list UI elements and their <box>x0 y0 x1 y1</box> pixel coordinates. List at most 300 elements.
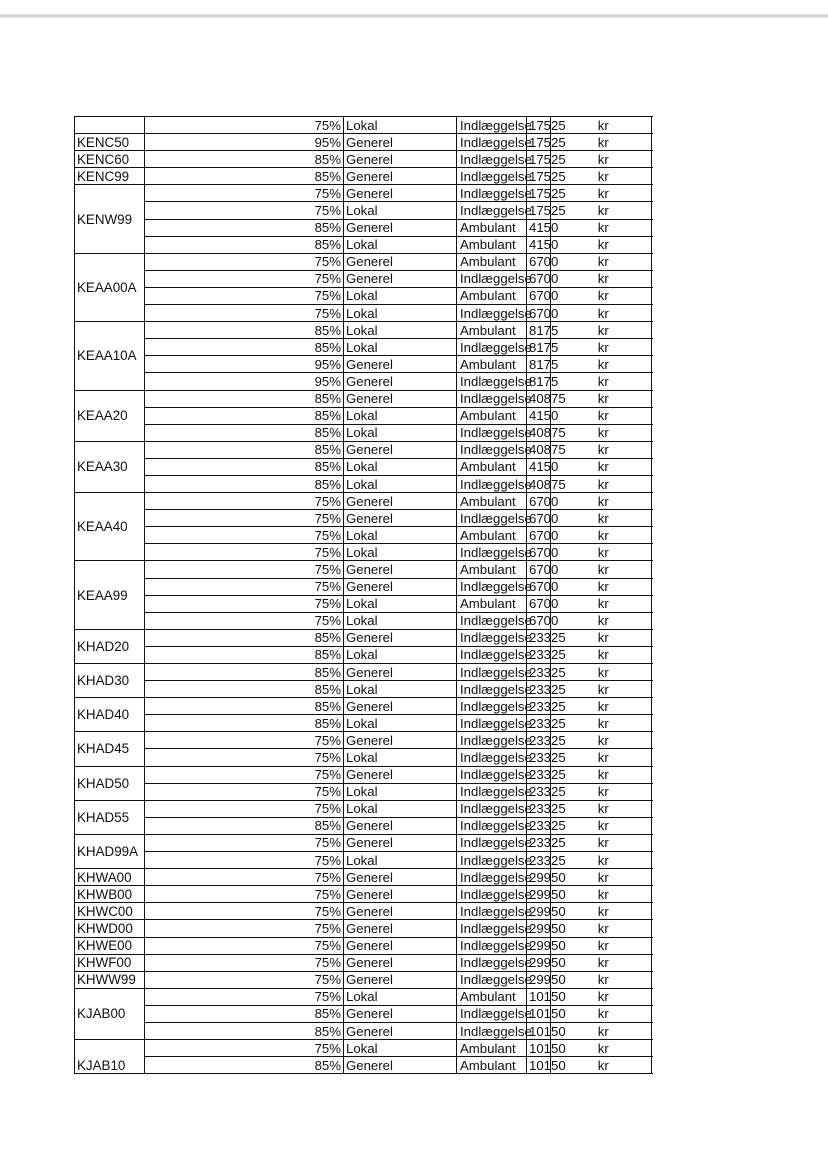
amount-cell: 10150 <box>527 1022 551 1039</box>
admission-type-cell: Ambulant <box>457 356 527 373</box>
amount-cell: 6700 <box>527 493 551 510</box>
blank-cell <box>145 339 269 356</box>
amount-cell: 6700 <box>527 253 551 270</box>
scope-cell: Lokal <box>344 527 457 544</box>
scope-cell: Lokal <box>344 595 457 612</box>
scope-cell: Generel <box>344 664 457 681</box>
currency-cell: kr <box>551 937 652 954</box>
amount-cell: 17525 <box>527 168 551 185</box>
admission-type-cell: Indlæggelse <box>457 646 527 663</box>
blank-cell <box>145 937 269 954</box>
currency-cell: kr <box>551 151 652 168</box>
procedure-code: KENC60 <box>75 151 145 168</box>
admission-type-cell: Ambulant <box>457 1040 527 1057</box>
blank-cell <box>145 698 269 715</box>
procedure-code: KENC99 <box>75 168 145 185</box>
table-row <box>75 886 652 903</box>
blank-cell <box>145 202 269 219</box>
scope-cell: Generel <box>344 869 457 886</box>
scope-cell: Generel <box>344 510 457 527</box>
percentage-cell: 75% <box>269 800 344 817</box>
amount-cell: 29950 <box>527 954 551 971</box>
amount-cell: 23325 <box>527 749 551 766</box>
admission-type-cell: Indlæggelse <box>457 1005 527 1022</box>
table-row <box>75 390 652 407</box>
admission-type-cell: Indlæggelse <box>457 629 527 646</box>
amount-cell: 17525 <box>527 185 551 202</box>
admission-type-cell: Ambulant <box>457 287 527 304</box>
table-row <box>75 373 652 390</box>
scope-cell: Generel <box>344 219 457 236</box>
admission-type-cell: Indlæggelse <box>457 732 527 749</box>
amount-cell: 29950 <box>527 886 551 903</box>
procedure-code: KHAD55 <box>75 800 145 834</box>
currency-cell: kr <box>551 373 652 390</box>
scope-cell: Generel <box>344 1022 457 1039</box>
scope-cell: Lokal <box>344 236 457 253</box>
amount-cell: 23325 <box>527 834 551 851</box>
procedure-code: KHWA00 <box>75 869 145 886</box>
percentage-cell: 85% <box>269 664 344 681</box>
percentage-cell: 85% <box>269 407 344 424</box>
scope-cell: Generel <box>344 441 457 458</box>
currency-cell: kr <box>551 493 652 510</box>
admission-type-cell: Indlæggelse <box>457 681 527 698</box>
procedure-code: KHWE00 <box>75 937 145 954</box>
currency-cell: kr <box>551 698 652 715</box>
table-row <box>75 971 652 988</box>
admission-type-cell: Indlæggelse <box>457 270 527 287</box>
percentage-cell: 85% <box>269 168 344 185</box>
admission-type-cell: Ambulant <box>457 493 527 510</box>
table-row <box>75 117 652 134</box>
blank-cell <box>145 1005 269 1022</box>
table-row <box>75 202 652 219</box>
blank-cell <box>145 475 269 492</box>
amount-cell: 10150 <box>527 1040 551 1057</box>
procedure-code: KJAB10 <box>75 1040 145 1074</box>
blank-cell <box>145 886 269 903</box>
admission-type-cell: Indlæggelse <box>457 817 527 834</box>
admission-type-cell: Indlæggelse <box>457 971 527 988</box>
blank-cell <box>145 236 269 253</box>
scope-cell: Generel <box>344 834 457 851</box>
blank-cell <box>145 646 269 663</box>
percentage-cell: 85% <box>269 424 344 441</box>
procedure-code: KEAA20 <box>75 390 145 441</box>
amount-cell: 6700 <box>527 578 551 595</box>
blank-cell <box>145 493 269 510</box>
procedure-code: KHWC00 <box>75 903 145 920</box>
admission-type-cell: Indlæggelse <box>457 869 527 886</box>
blank-cell <box>145 253 269 270</box>
admission-type-cell: Indlæggelse <box>457 373 527 390</box>
table-row <box>75 493 652 510</box>
table-row <box>75 681 652 698</box>
currency-cell: kr <box>551 903 652 920</box>
currency-cell: kr <box>551 732 652 749</box>
currency-cell: kr <box>551 1040 652 1057</box>
table-row <box>75 1040 652 1057</box>
currency-cell: kr <box>551 869 652 886</box>
amount-cell: 23325 <box>527 817 551 834</box>
blank-cell <box>145 817 269 834</box>
scope-cell: Lokal <box>344 475 457 492</box>
scope-cell: Generel <box>344 134 457 151</box>
procedure-code: KEAA99 <box>75 561 145 629</box>
table-row <box>75 749 652 766</box>
table-row <box>75 287 652 304</box>
admission-type-cell: Ambulant <box>457 236 527 253</box>
blank-cell <box>145 117 269 134</box>
amount-cell: 6700 <box>527 510 551 527</box>
admission-type-cell: Indlæggelse <box>457 766 527 783</box>
scope-cell: Generel <box>344 920 457 937</box>
table-row <box>75 817 652 834</box>
scope-cell: Lokal <box>344 117 457 134</box>
table-row <box>75 322 652 339</box>
table-row <box>75 151 652 168</box>
scope-cell: Generel <box>344 185 457 202</box>
amount-cell: 40875 <box>527 441 551 458</box>
admission-type-cell: Ambulant <box>457 527 527 544</box>
scope-cell: Lokal <box>344 339 457 356</box>
percentage-cell: 75% <box>269 1040 344 1057</box>
admission-type-cell: Indlæggelse <box>457 783 527 800</box>
admission-type-cell: Indlæggelse <box>457 920 527 937</box>
currency-cell: kr <box>551 971 652 988</box>
currency-cell: kr <box>551 390 652 407</box>
currency-cell: kr <box>551 287 652 304</box>
currency-cell: kr <box>551 117 652 134</box>
amount-cell: 23325 <box>527 766 551 783</box>
table-row <box>75 270 652 287</box>
procedure-code: KHAD50 <box>75 766 145 800</box>
table-row <box>75 612 652 629</box>
amount-cell: 8175 <box>527 322 551 339</box>
amount-cell: 17525 <box>527 202 551 219</box>
scope-cell: Generel <box>344 561 457 578</box>
percentage-cell: 75% <box>269 903 344 920</box>
currency-cell: kr <box>551 766 652 783</box>
amount-cell: 6700 <box>527 595 551 612</box>
admission-type-cell: Indlæggelse <box>457 117 527 134</box>
scope-cell: Generel <box>344 937 457 954</box>
admission-type-cell: Indlæggelse <box>457 475 527 492</box>
admission-type-cell: Indlæggelse <box>457 800 527 817</box>
amount-cell: 29950 <box>527 903 551 920</box>
percentage-cell: 85% <box>269 681 344 698</box>
table-row <box>75 629 652 646</box>
admission-type-cell: Indlæggelse <box>457 749 527 766</box>
scope-cell: Generel <box>344 698 457 715</box>
scope-cell: Generel <box>344 732 457 749</box>
admission-type-cell: Indlæggelse <box>457 612 527 629</box>
amount-cell: 8175 <box>527 356 551 373</box>
price-table <box>74 116 652 1074</box>
table-row <box>75 988 652 1005</box>
procedure-code: KHWW99 <box>75 971 145 988</box>
admission-type-cell: Ambulant <box>457 253 527 270</box>
admission-type-cell: Ambulant <box>457 219 527 236</box>
blank-cell <box>145 766 269 783</box>
blank-cell <box>145 869 269 886</box>
admission-type-cell: Indlæggelse <box>457 151 527 168</box>
admission-type-cell: Indlæggelse <box>457 1022 527 1039</box>
table-row <box>75 544 652 561</box>
admission-type-cell: Indlæggelse <box>457 134 527 151</box>
amount-cell: 6700 <box>527 270 551 287</box>
percentage-cell: 75% <box>269 834 344 851</box>
percentage-cell: 75% <box>269 749 344 766</box>
scope-cell: Lokal <box>344 783 457 800</box>
procedure-code: KEAA10A <box>75 322 145 390</box>
blank-cell <box>145 971 269 988</box>
scope-cell: Generel <box>344 168 457 185</box>
currency-cell: kr <box>551 475 652 492</box>
scope-cell: Generel <box>344 578 457 595</box>
blank-cell <box>145 783 269 800</box>
percentage-cell: 85% <box>269 458 344 475</box>
admission-type-cell: Ambulant <box>457 1057 527 1074</box>
procedure-code: KHWD00 <box>75 920 145 937</box>
percentage-cell: 75% <box>269 988 344 1005</box>
amount-cell: 23325 <box>527 852 551 869</box>
amount-cell: 23325 <box>527 732 551 749</box>
admission-type-cell: Indlæggelse <box>457 544 527 561</box>
scope-cell: Lokal <box>344 458 457 475</box>
table-row <box>75 920 652 937</box>
table-row <box>75 1022 652 1039</box>
currency-cell: kr <box>551 441 652 458</box>
admission-type-cell: Indlæggelse <box>457 664 527 681</box>
scope-cell: Lokal <box>344 988 457 1005</box>
admission-type-cell: Indlæggelse <box>457 834 527 851</box>
table-row <box>75 595 652 612</box>
amount-cell: 6700 <box>527 612 551 629</box>
blank-cell <box>145 322 269 339</box>
scope-cell: Lokal <box>344 407 457 424</box>
amount-cell: 8175 <box>527 339 551 356</box>
currency-cell: kr <box>551 407 652 424</box>
table-row <box>75 1005 652 1022</box>
procedure-code: KENW99 <box>75 185 145 253</box>
amount-cell: 6700 <box>527 561 551 578</box>
percentage-cell: 85% <box>269 629 344 646</box>
table-row <box>75 305 652 322</box>
scope-cell: Generel <box>344 954 457 971</box>
table-row <box>75 646 652 663</box>
currency-cell: kr <box>551 1005 652 1022</box>
scope-cell: Lokal <box>344 322 457 339</box>
table-row <box>75 236 652 253</box>
table-row <box>75 1057 652 1074</box>
currency-cell: kr <box>551 561 652 578</box>
amount-cell: 23325 <box>527 664 551 681</box>
blank-cell <box>145 715 269 732</box>
percentage-cell: 75% <box>269 287 344 304</box>
percentage-cell: 75% <box>269 253 344 270</box>
table-row <box>75 407 652 424</box>
blank-cell <box>145 510 269 527</box>
currency-cell: kr <box>551 715 652 732</box>
currency-cell: kr <box>551 1022 652 1039</box>
procedure-code: KEAA30 <box>75 441 145 492</box>
percentage-cell: 75% <box>269 578 344 595</box>
table-row <box>75 475 652 492</box>
scope-cell: Generel <box>344 629 457 646</box>
scope-cell: Generel <box>344 373 457 390</box>
table-row <box>75 800 652 817</box>
admission-type-cell: Indlæggelse <box>457 903 527 920</box>
blank-cell <box>145 732 269 749</box>
blank-cell <box>145 270 269 287</box>
amount-cell: 23325 <box>527 681 551 698</box>
percentage-cell: 85% <box>269 151 344 168</box>
currency-cell: kr <box>551 664 652 681</box>
percentage-cell: 75% <box>269 185 344 202</box>
admission-type-cell: Indlæggelse <box>457 698 527 715</box>
currency-cell: kr <box>551 681 652 698</box>
blank-cell <box>145 287 269 304</box>
admission-type-cell: Ambulant <box>457 458 527 475</box>
currency-cell: kr <box>551 595 652 612</box>
percentage-cell: 75% <box>269 954 344 971</box>
percentage-cell: 75% <box>269 852 344 869</box>
scope-cell: Lokal <box>344 800 457 817</box>
percentage-cell: 75% <box>269 971 344 988</box>
admission-type-cell: Indlæggelse <box>457 886 527 903</box>
amount-cell: 29950 <box>527 920 551 937</box>
blank-cell <box>145 219 269 236</box>
percentage-cell: 75% <box>269 920 344 937</box>
scope-cell: Generel <box>344 270 457 287</box>
table-row <box>75 578 652 595</box>
currency-cell: kr <box>551 852 652 869</box>
currency-cell: kr <box>551 168 652 185</box>
blank-cell <box>145 441 269 458</box>
percentage-cell: 85% <box>269 1057 344 1074</box>
currency-cell: kr <box>551 629 652 646</box>
amount-cell: 40875 <box>527 424 551 441</box>
admission-type-cell: Ambulant <box>457 322 527 339</box>
blank-cell <box>145 305 269 322</box>
scope-cell: Generel <box>344 151 457 168</box>
table-row <box>75 766 652 783</box>
currency-cell: kr <box>551 1057 652 1074</box>
blank-cell <box>145 561 269 578</box>
scope-cell: Generel <box>344 766 457 783</box>
blank-cell <box>145 578 269 595</box>
admission-type-cell: Indlæggelse <box>457 578 527 595</box>
scope-cell: Generel <box>344 253 457 270</box>
admission-type-cell: Indlæggelse <box>457 168 527 185</box>
price-table-body <box>75 117 652 1074</box>
amount-cell: 40875 <box>527 390 551 407</box>
amount-cell: 6700 <box>527 544 551 561</box>
table-row <box>75 869 652 886</box>
percentage-cell: 85% <box>269 817 344 834</box>
percentage-cell: 95% <box>269 134 344 151</box>
amount-cell: 10150 <box>527 1005 551 1022</box>
scope-cell: Lokal <box>344 305 457 322</box>
blank-cell <box>145 356 269 373</box>
procedure-code: KJAB00 <box>75 988 145 1039</box>
blank-cell <box>145 852 269 869</box>
currency-cell: kr <box>551 612 652 629</box>
currency-cell: kr <box>551 510 652 527</box>
amount-cell: 29950 <box>527 869 551 886</box>
percentage-cell: 85% <box>269 475 344 492</box>
amount-cell: 6700 <box>527 287 551 304</box>
percentage-cell: 85% <box>269 219 344 236</box>
blank-cell <box>145 681 269 698</box>
scan-edge-line <box>0 14 828 18</box>
currency-cell: kr <box>551 920 652 937</box>
currency-cell: kr <box>551 185 652 202</box>
amount-cell: 4150 <box>527 236 551 253</box>
percentage-cell: 85% <box>269 236 344 253</box>
admission-type-cell: Indlæggelse <box>457 339 527 356</box>
procedure-code: KENC50 <box>75 134 145 151</box>
percentage-cell: 75% <box>269 783 344 800</box>
scope-cell: Lokal <box>344 715 457 732</box>
scope-cell: Lokal <box>344 749 457 766</box>
admission-type-cell: Ambulant <box>457 595 527 612</box>
table-row <box>75 903 652 920</box>
blank-cell <box>145 134 269 151</box>
table-row <box>75 458 652 475</box>
procedure-code: KHWB00 <box>75 886 145 903</box>
table-row <box>75 253 652 270</box>
currency-cell: kr <box>551 253 652 270</box>
blank-cell <box>145 800 269 817</box>
amount-cell: 23325 <box>527 715 551 732</box>
procedure-code: KEAA40 <box>75 493 145 561</box>
percentage-cell: 85% <box>269 1022 344 1039</box>
percentage-cell: 75% <box>269 270 344 287</box>
currency-cell: kr <box>551 578 652 595</box>
percentage-cell: 75% <box>269 766 344 783</box>
percentage-cell: 85% <box>269 646 344 663</box>
scope-cell: Lokal <box>344 424 457 441</box>
currency-cell: kr <box>551 458 652 475</box>
blank-cell <box>145 407 269 424</box>
currency-cell: kr <box>551 270 652 287</box>
currency-cell: kr <box>551 339 652 356</box>
procedure-code: KHAD99A <box>75 834 145 868</box>
admission-type-cell: Indlæggelse <box>457 937 527 954</box>
blank-cell <box>145 373 269 390</box>
blank-cell <box>145 612 269 629</box>
blank-cell <box>145 544 269 561</box>
scope-cell: Generel <box>344 493 457 510</box>
table-row <box>75 698 652 715</box>
currency-cell: kr <box>551 305 652 322</box>
blank-cell <box>145 834 269 851</box>
table-row <box>75 441 652 458</box>
blank-cell <box>145 168 269 185</box>
scope-cell: Lokal <box>344 202 457 219</box>
scope-cell: Generel <box>344 1057 457 1074</box>
table-row <box>75 715 652 732</box>
table-row <box>75 561 652 578</box>
amount-cell: 23325 <box>527 629 551 646</box>
amount-cell: 29950 <box>527 971 551 988</box>
table-row <box>75 424 652 441</box>
percentage-cell: 85% <box>269 1005 344 1022</box>
currency-cell: kr <box>551 202 652 219</box>
